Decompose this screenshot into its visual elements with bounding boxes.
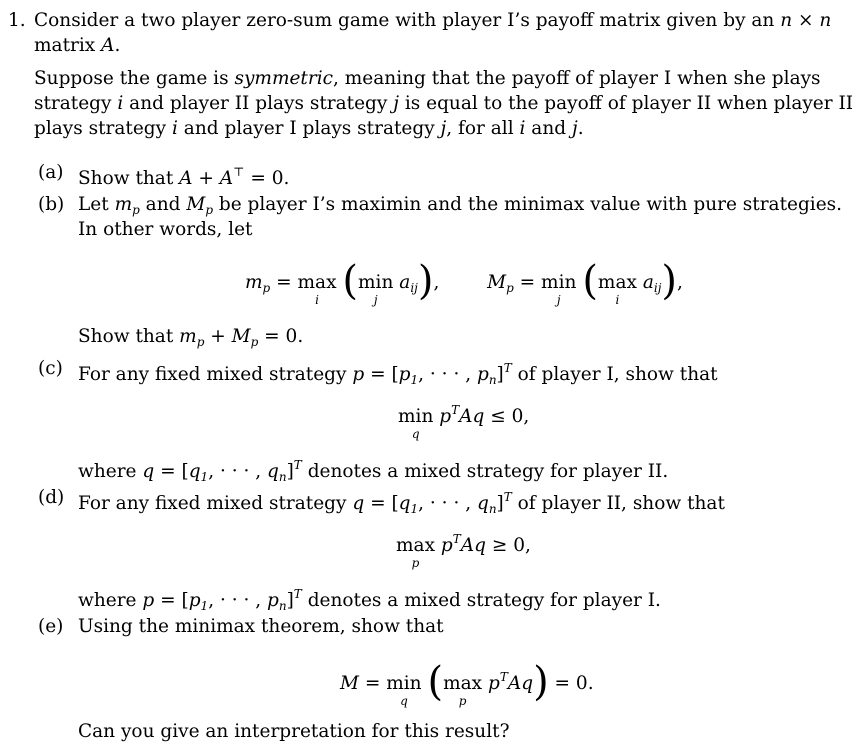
symmetric-line-3: plays strategy i and player I plays strategy j, for all i and j. [34, 118, 584, 139]
part-b-line-1: Let $m_p$ and $M_p$ be player I’s maximin and the minimax value with pure strategies. [78, 194, 843, 217]
part-e-equation: M = min q (max p $p^TAq) = 0$. [340, 659, 594, 708]
problem-number: 1. [8, 10, 26, 31]
part-c-equation: min q $p^TAq \le 0$, [398, 403, 530, 441]
part-a-label: (a) [38, 162, 64, 183]
part-b-equation: $m_p = \max$ i (min j $a_{ij}$), $M_p = \min$ j (max i $a_{ij}$), [245, 258, 683, 307]
part-e-label: (e) [38, 616, 64, 637]
part-c-line-1: For any fixed mixed strategy $p = [p_1$, · · · , $p_n]^T$ of player I, show that [78, 361, 718, 387]
part-b-show: Show that $m_p + M_p = 0$. [78, 326, 304, 349]
intro-line-2: matrix A. [34, 35, 121, 56]
symmetric-line-1: Suppose the game is symmetric, meaning that the payoff of player I when she plays [34, 68, 821, 89]
intro-line-1: Consider a two player zero-sum game with player I’s payoff matrix given by an n × n [34, 10, 832, 31]
part-d-equation: max p $p^TAq \ge 0$, [396, 532, 531, 570]
part-e-line-1: Using the minimax theorem, show that [78, 616, 444, 637]
part-d-label: (d) [38, 487, 65, 508]
part-c-where: where $q = [q_1$, · · · , $q_n]^T$ denotes a mixed strategy for player II. [78, 458, 669, 484]
part-a-text: Show that A + A⊤ = 0. [78, 165, 290, 189]
part-c-label: (c) [38, 358, 63, 379]
symmetric-line-2: strategy i and player II plays strategy j is equal to the payoff of player II when player II [34, 93, 854, 114]
part-b-line-2: In other words, let [78, 219, 253, 240]
part-d-where: where $p = [p_1$, · · · , $p_n]^T$ denotes a mixed strategy for player I. [78, 587, 661, 613]
part-e-question: Can you give an interpretation for this result? [78, 721, 510, 742]
part-b-label: (b) [38, 194, 65, 215]
part-d-line-1: For any fixed mixed strategy $q = [q_1$, · · · , $q_n]^T$ of player II, show that [78, 490, 725, 516]
